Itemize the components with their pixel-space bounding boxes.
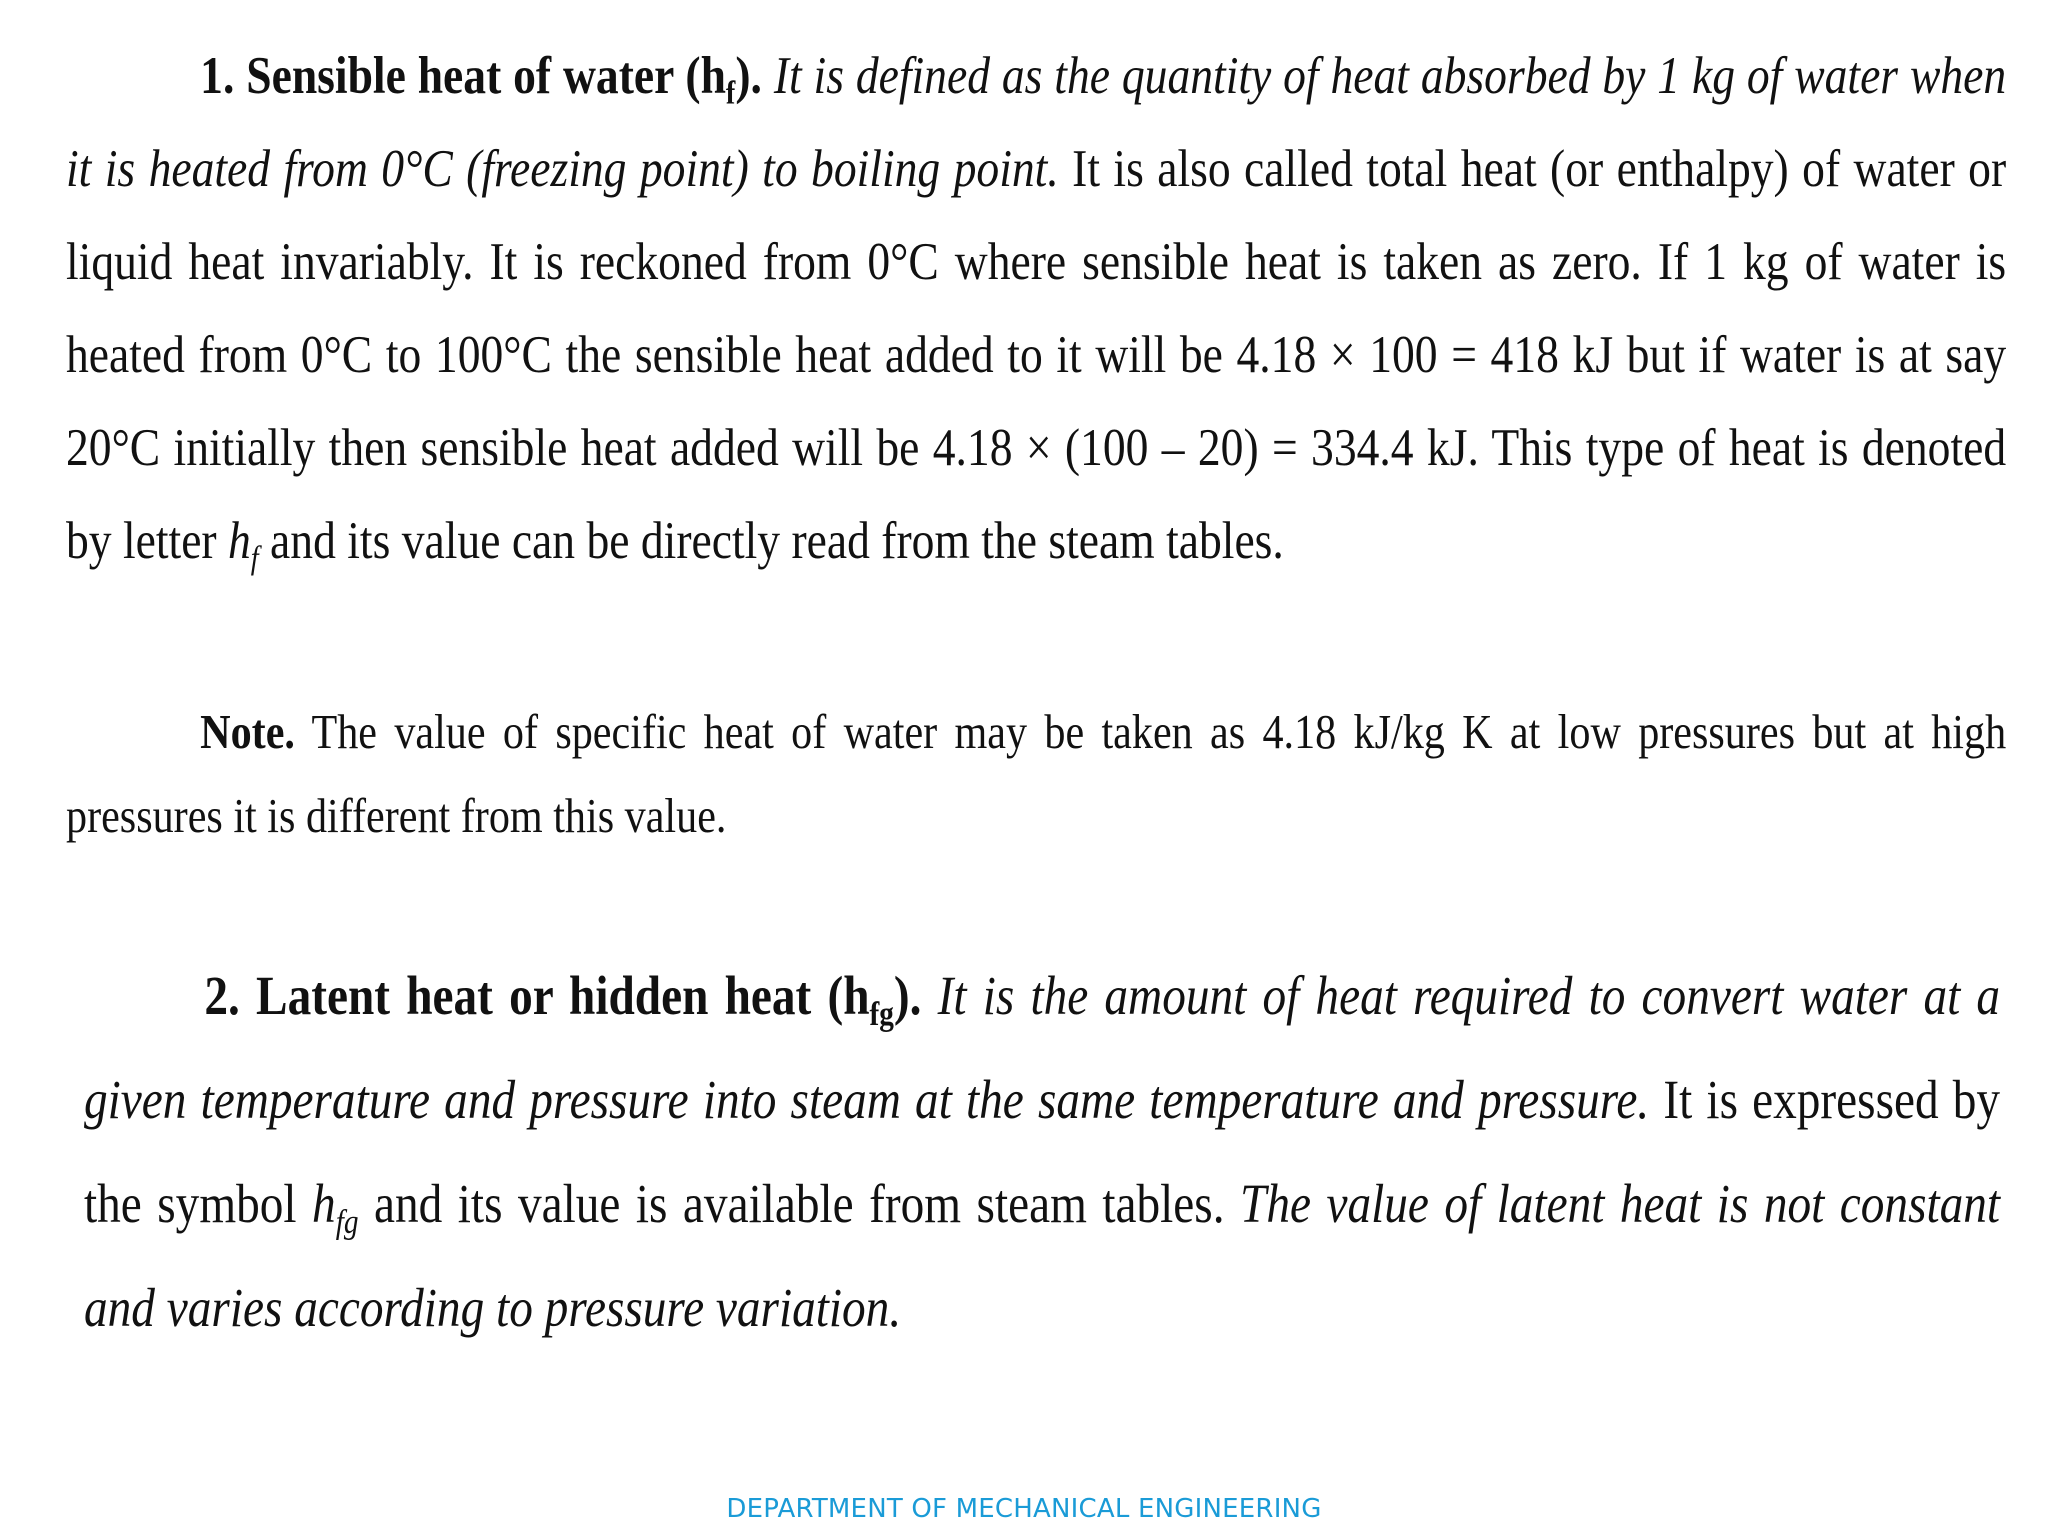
sensible-heat-symbol-subscript: f xyxy=(250,540,259,577)
note-label: Note. xyxy=(200,704,295,759)
latent-heat-paragraph xyxy=(84,944,2000,1360)
note-text: The value of specific heat of water may be taken as 4.18 kJ/kg K at low pressures but at high pressures it is different from this value. xyxy=(66,704,2007,843)
sensible-heat-body-1: It is also called total heat (or enthalpy) of water or liquid heat invariably. It is reckoned from 0°C where sensible heat is taken as zero. If 1 kg of water is heated from 0°C to 100°C the sensible heat added to it will be 4.18 × 100 = 418 kJ but if water is at say 20°C initially then sensible heat added will be 4.18 × (100 – 20) = 334.4 kJ. This type of heat is denoted by letter xyxy=(66,140,2007,570)
sensible-heat-heading xyxy=(200,47,762,112)
sensible-heat-heading-text: 1. Sensible heat of water (h xyxy=(200,47,726,105)
sensible-heat-heading-subscript: f xyxy=(725,75,736,112)
sensible-heat-heading-close: ). xyxy=(735,47,762,105)
sensible-heat-body-2: and its value can be directly read from the steam tables. xyxy=(258,512,1284,570)
latent-heat-heading xyxy=(204,965,922,1033)
sensible-heat-symbol-letter: h xyxy=(228,512,251,570)
latent-heat-definition: It is the amount of heat required to convert water at a given temperature and pressure into steam at the same temperature and pressure. xyxy=(84,965,2001,1130)
latent-heat-body-1: It is expressed by the symbol xyxy=(84,1069,2001,1234)
latent-heat-heading-subscript: fg xyxy=(869,995,894,1033)
sensible-heat-paragraph xyxy=(66,30,2006,588)
sensible-heat-definition: It is defined as the quantity of heat absorbed by 1 kg of water when it is heated from 0°C (freezing point) to boiling point. xyxy=(66,47,2007,198)
latent-heat-heading-text: 2. Latent heat or hidden heat (h xyxy=(204,965,870,1026)
latent-heat-symbol xyxy=(312,1173,359,1241)
latent-heat-body-2: and its value is available from steam tables. xyxy=(358,1173,1225,1234)
latent-heat-closing: The value of latent heat is not constant and varies according to pressure variation. xyxy=(84,1173,2001,1338)
latent-heat-symbol-letter: h xyxy=(312,1173,336,1234)
sensible-heat-symbol xyxy=(228,512,259,577)
latent-heat-symbol-subscript: fg xyxy=(335,1203,359,1241)
footer-department: DEPARTMENT OF MECHANICAL ENGINEERING xyxy=(726,1494,1322,1524)
latent-heat-heading-close: ). xyxy=(893,965,922,1026)
note-paragraph xyxy=(66,690,2006,858)
